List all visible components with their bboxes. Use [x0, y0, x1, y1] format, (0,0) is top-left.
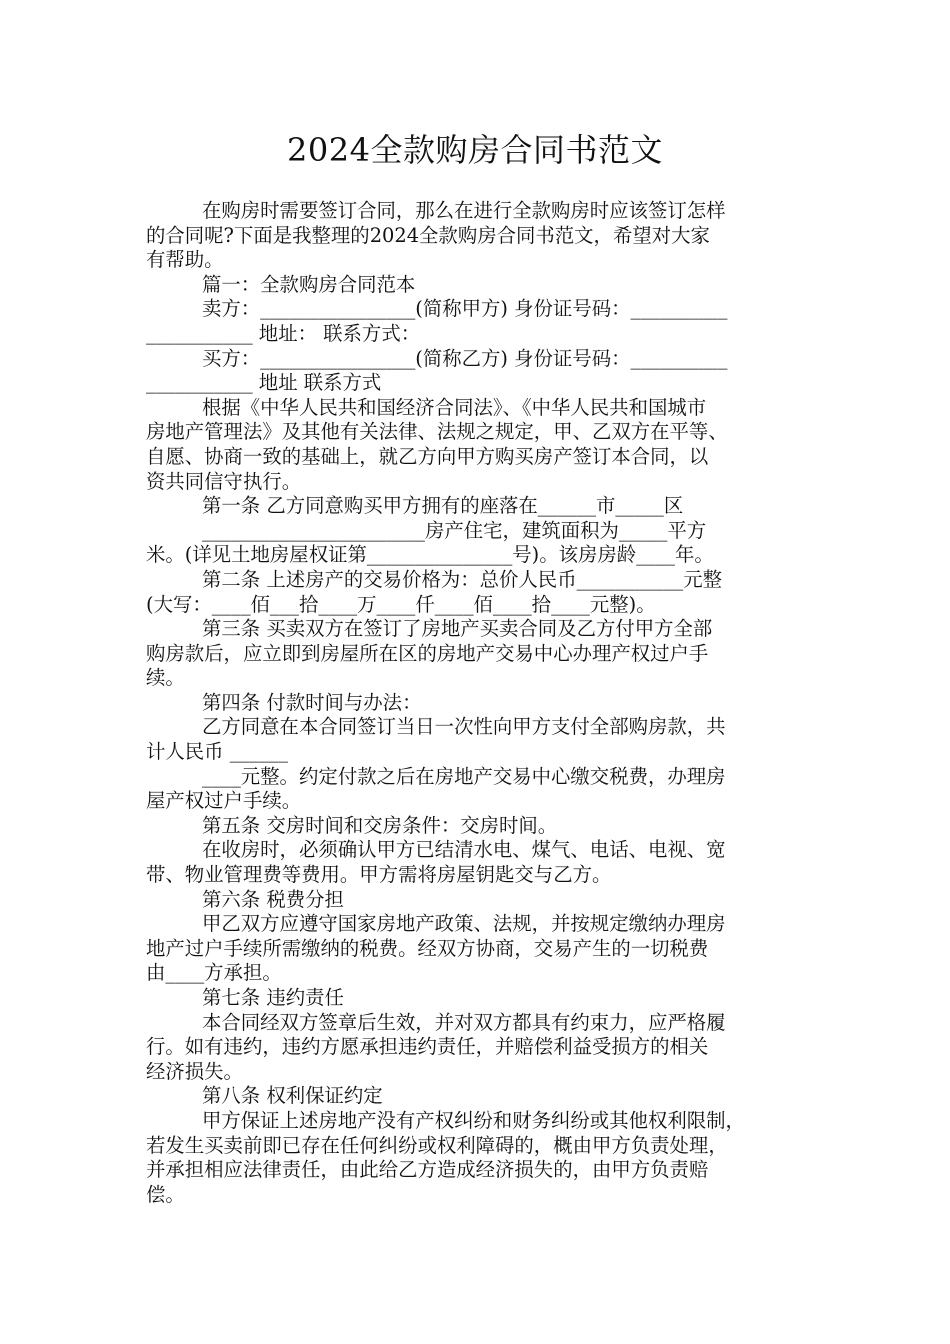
body-line: 带、物业管理费等费用。甲方需将房屋钥匙交与乙方。 — [146, 863, 612, 887]
body-line: 在购房时需要签订合同，那么在进行全款购房时应该签订怎样 — [202, 199, 726, 222]
body-line: ___________ 地址： 联系方式： — [146, 321, 421, 345]
body-line: 经济损失。 — [146, 1059, 243, 1083]
body-line: 计人民币 ______ — [146, 740, 288, 764]
body-line: 第七条 违约责任 — [202, 986, 344, 1009]
body-line: 行。如有违约，违约方愿承担违约责任，并赔偿利益受损方的相关 — [146, 1035, 709, 1059]
body-line: 由____方承担。 — [146, 961, 282, 985]
body-line: 乙方同意在本合同签订当日一次性向甲方支付全部购房款，共 — [202, 715, 726, 739]
document-title: 2024全款购房合同书范文 — [287, 131, 663, 169]
body-line: 并承担相应法律责任，由此给乙方造成经济损失的，由甲方负责赔 — [146, 1158, 709, 1182]
body-line: 第三条 买卖双方在签订了房地产买卖合同及乙方付甲方全部 — [202, 617, 713, 641]
body-line: 第二条 上述房产的交易价格为：总价人民币___________元整 — [202, 567, 723, 591]
body-line: 房地产管理法》及其他有关法律、法规之规定，甲、乙双方在平等、 — [146, 420, 728, 444]
body-line: 甲乙双方应遵守国家房地产政策、法规，并按规定缴纳办理房 — [202, 912, 726, 936]
body-line: 的合同呢?下面是我整理的2024全款购房合同书范文，希望对大家 — [146, 223, 710, 247]
body-line: 续。 — [146, 666, 185, 690]
body-line: (大写：____佰___拾____万____仟____佰____拾____元整)。 — [146, 592, 656, 616]
body-line: 篇一：全款购房合同范本 — [202, 272, 416, 296]
body-line: 资共同信守执行。 — [146, 469, 302, 493]
body-line: 第一条 乙方同意购买甲方拥有的座落在______市_____区 — [202, 494, 684, 518]
body-line: 偿。 — [146, 1182, 185, 1206]
body-line: 第四条 付款时间与办法： — [202, 690, 422, 714]
body-line: _______________________房产住宅，建筑面积为_____平方 — [202, 518, 707, 542]
body-line: 若发生买卖前即已存在任何纠纷或权利障碍的，概由甲方负责处理， — [146, 1133, 728, 1157]
document-body — [146, 199, 812, 1207]
body-line: 地产过户手续所需缴纳的税费。经双方协商，交易产生的一切税费 — [146, 936, 709, 960]
body-line: 有帮助。 — [146, 248, 224, 272]
body-line: 屋产权过户手续。 — [146, 789, 302, 813]
body-line: 自愿、协商一致的基础上，就乙方向甲方购买房产签订本合同，以 — [146, 444, 709, 468]
body-line: 本合同经双方签章后生效，并对双方都具有约束力，应严格履 — [202, 1010, 726, 1034]
body-line: 甲方保证上述房地产没有产权纠纷和财务纠纷或其他权利限制， — [202, 1108, 745, 1132]
body-line: 在收房时，必须确认甲方已结清水电、煤气、电话、电视、宽 — [202, 838, 726, 862]
body-line: 第八条 权利保证约定 — [202, 1084, 383, 1108]
body-line: ____元整。约定付款之后在房地产交易中心缴交税费，办理房 — [202, 764, 726, 788]
body-line: 米。(详见土地房屋权证第_______________号)。该房房龄____年。 — [146, 543, 714, 567]
body-line: 买方：________________(简称乙方) 身份证号码：__________ — [202, 346, 728, 370]
body-line: 根据《中华人民共和国经济合同法》、《中华人民共和国城市 — [202, 395, 707, 419]
body-line: 卖方：________________(简称甲方) 身份证号码：__________ — [202, 297, 728, 321]
body-line: ___________ 地址 联系方式 — [146, 371, 382, 395]
body-line: 第六条 税费分担 — [202, 887, 344, 911]
body-line: 第五条 交房时间和交房条件：交房时间。 — [202, 813, 558, 837]
body-line: 购房款后，应立即到房屋所在区的房地产交易中心办理产权过户手 — [146, 641, 709, 665]
